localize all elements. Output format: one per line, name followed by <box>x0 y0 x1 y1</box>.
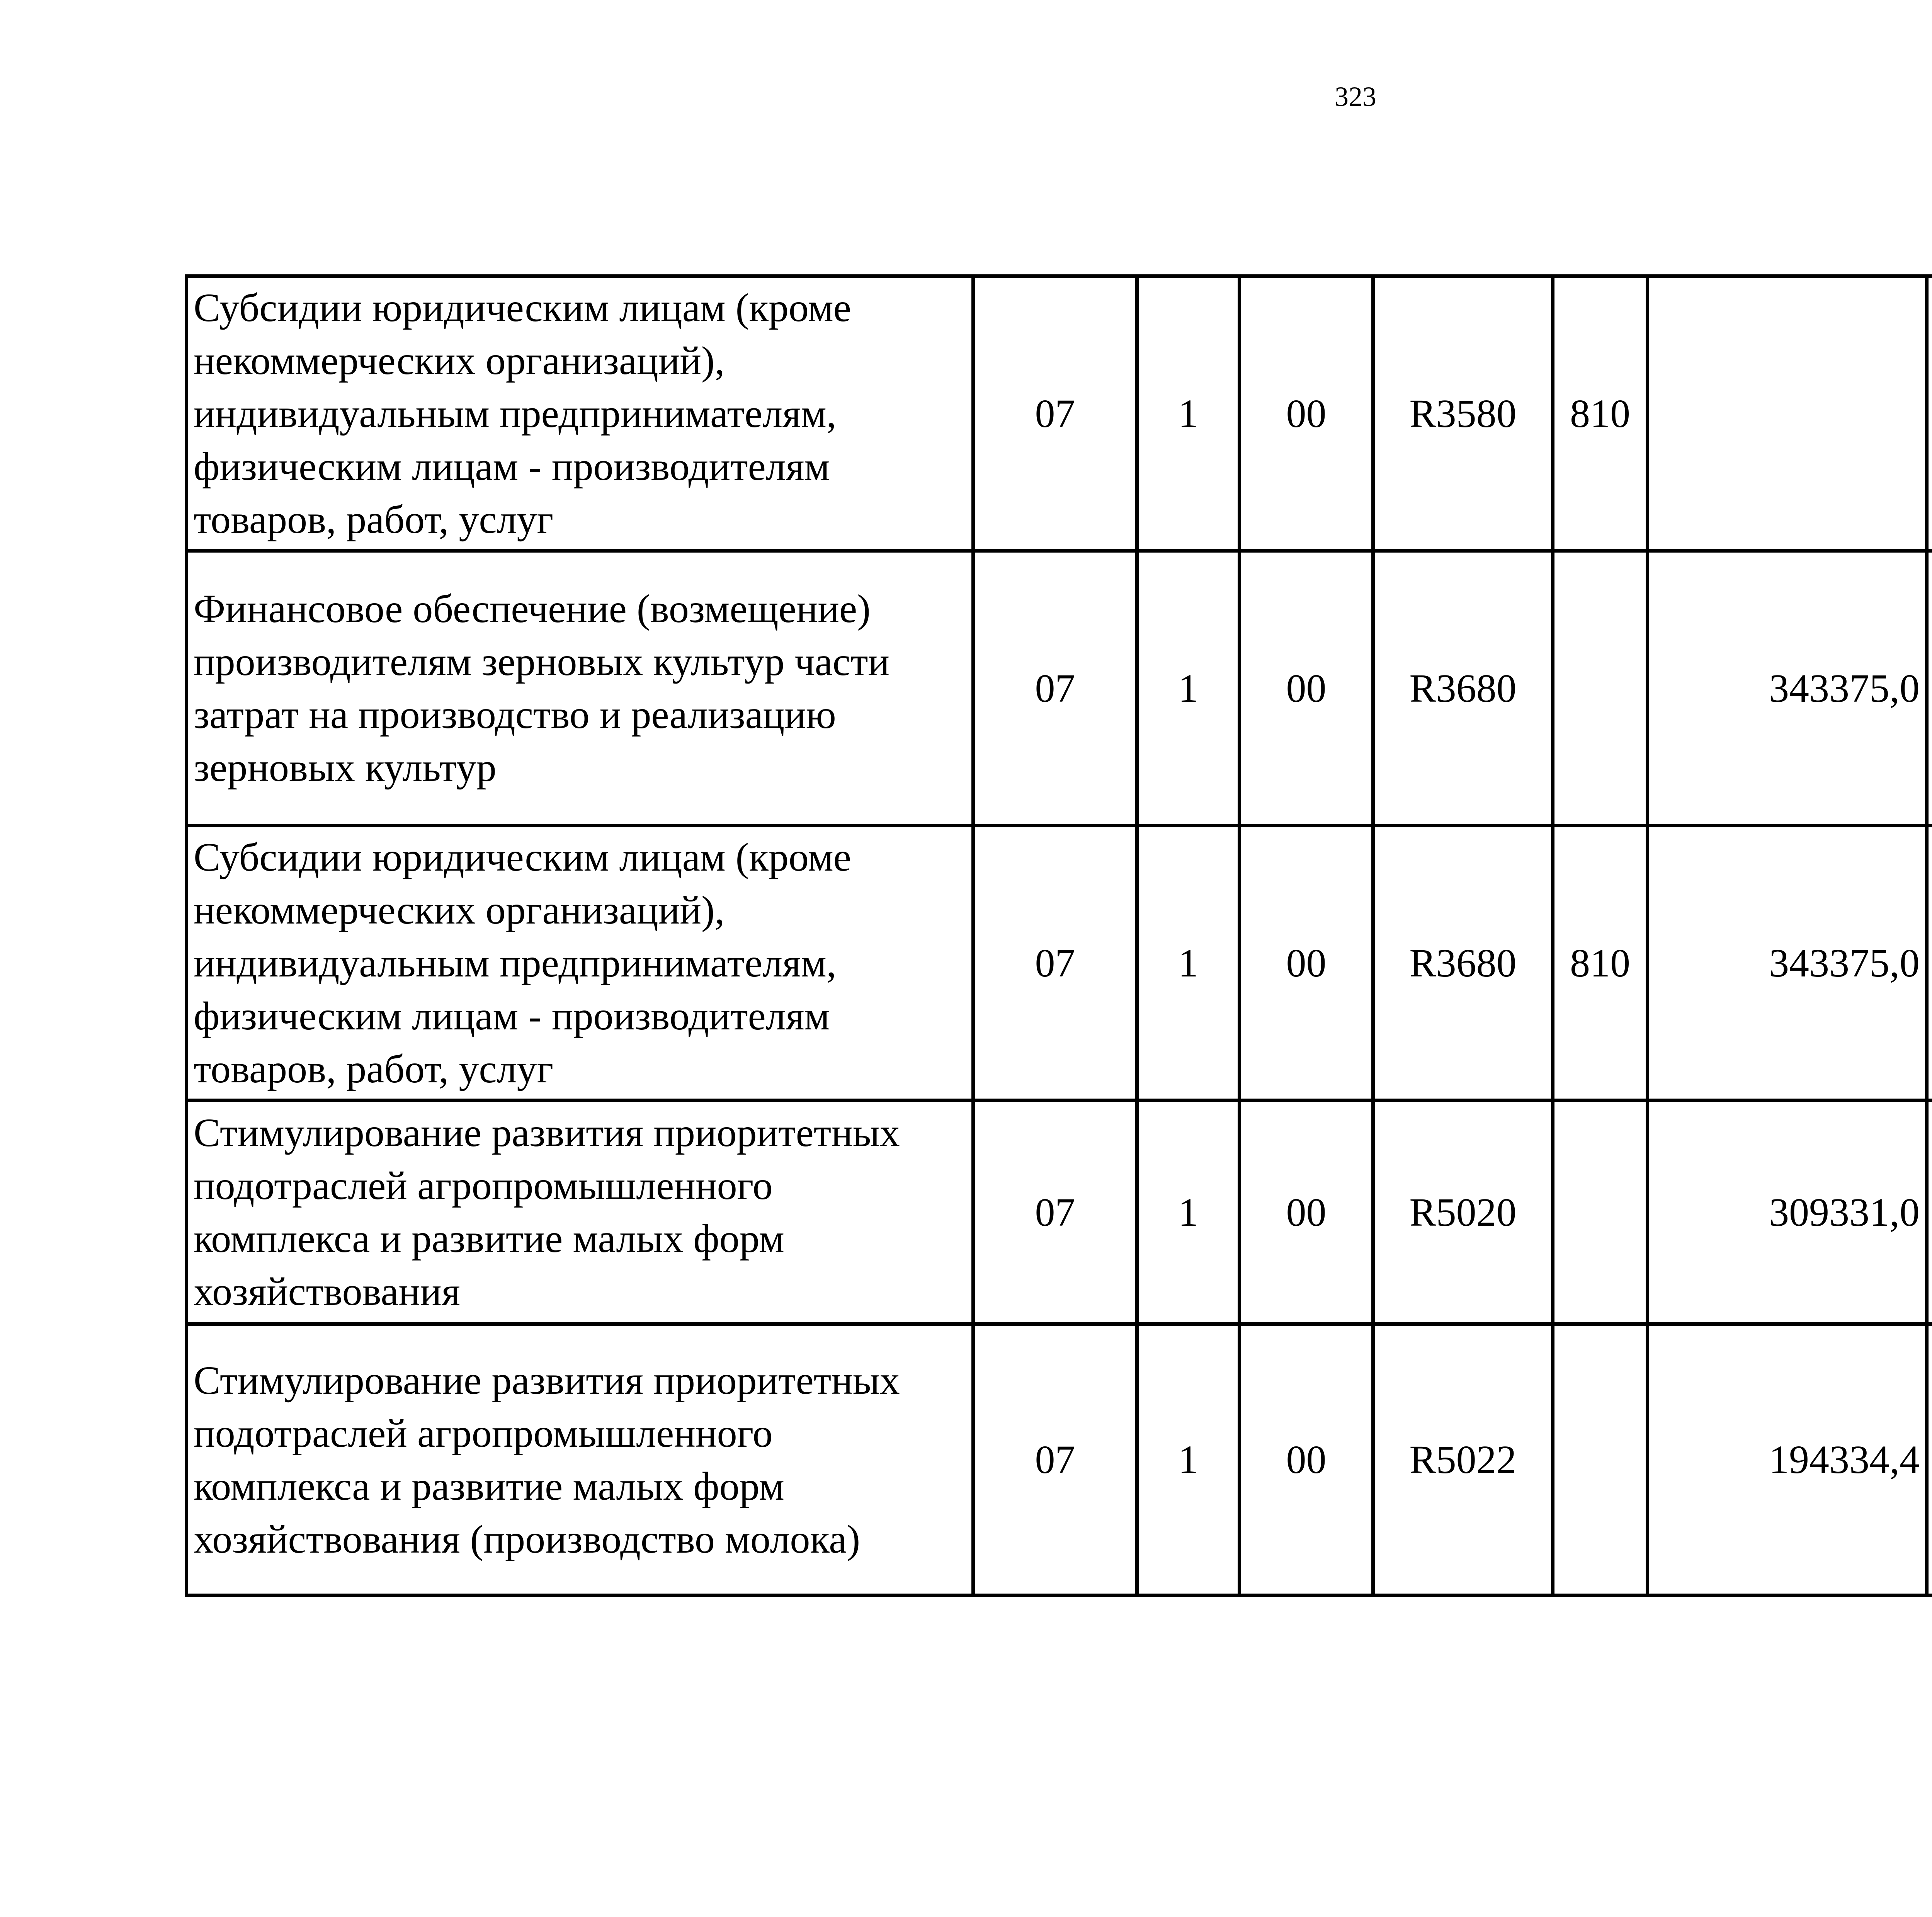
name-line: Субсидии юридическим лицам (кроме <box>194 285 851 330</box>
table-row <box>187 826 1932 1101</box>
row-name-cell <box>187 551 973 826</box>
table-row <box>187 1101 1932 1324</box>
row-name-cell <box>187 276 973 551</box>
section-code-cell: 07 <box>973 1101 1137 1324</box>
amount-cell-2 <box>1927 551 1932 826</box>
name-line: зерновых культур <box>194 745 497 790</box>
direction-code-cell: R5022 <box>1373 1324 1553 1596</box>
section-code-cell: 07 <box>973 1324 1137 1596</box>
section-code-cell: 07 <box>973 551 1137 826</box>
direction-code-cell: R3580 <box>1373 276 1553 551</box>
direction-code-cell: R3680 <box>1373 551 1553 826</box>
direction-code-cell: R5020 <box>1373 1101 1553 1324</box>
section-code-cell: 07 <box>973 276 1137 551</box>
subprogram-code-cell: 00 <box>1240 551 1373 826</box>
page-number: 323 <box>1335 81 1376 112</box>
amount-cell-2 <box>1927 276 1932 551</box>
expense-type-cell <box>1553 551 1648 826</box>
row-name-cell <box>187 826 973 1101</box>
table-row <box>187 551 1932 826</box>
amount-cell-1: 343375,0 <box>1648 826 1927 1101</box>
amount-cell-2 <box>1927 826 1932 1101</box>
name-line: производителям зерновых культур части <box>194 640 890 684</box>
name-line: комплекса и развитие малых форм <box>194 1464 784 1509</box>
name-line: Стимулирование развития приоритетных <box>194 1111 900 1155</box>
name-line: Стимулирование развития приоритетных <box>194 1358 900 1403</box>
section-code-cell: 07 <box>973 826 1137 1101</box>
table-row <box>187 1324 1932 1596</box>
amount-cell-1 <box>1648 276 1927 551</box>
name-line: физическим лицам - производителям <box>194 993 830 1038</box>
subprogram-code-cell: 00 <box>1240 276 1373 551</box>
name-line: Финансовое обеспечение (возмещение) <box>194 587 871 631</box>
name-line: подотраслей агропромышленного <box>194 1411 773 1456</box>
amount-cell-1: 343375,0 <box>1648 551 1927 826</box>
name-line: Субсидии юридическим лицам (кроме <box>194 835 851 879</box>
name-line: затрат на производство и реализацию <box>194 692 836 737</box>
budget-table <box>185 274 1932 1597</box>
expense-type-cell <box>1553 1324 1648 1596</box>
name-line: подотраслей агропромышленного <box>194 1163 773 1208</box>
program-code-cell: 1 <box>1137 551 1240 826</box>
program-code-cell: 1 <box>1137 1101 1240 1324</box>
amount-cell-1: 194334,4 <box>1648 1324 1927 1596</box>
program-code-cell: 1 <box>1137 1324 1240 1596</box>
name-line: хозяйствования <box>194 1269 460 1314</box>
name-line: хозяйствования (производство молока) <box>194 1517 861 1561</box>
row-name-cell <box>187 1101 973 1324</box>
row-name-cell <box>187 1324 973 1596</box>
program-code-cell: 1 <box>1137 826 1240 1101</box>
subprogram-code-cell: 00 <box>1240 1324 1373 1596</box>
table-row <box>187 276 1932 551</box>
name-line: комплекса и развитие малых форм <box>194 1216 784 1261</box>
expense-type-cell: 810 <box>1553 826 1648 1101</box>
name-line: индивидуальным предпринимателям, <box>194 391 837 436</box>
subprogram-code-cell: 00 <box>1240 1101 1373 1324</box>
name-line: товаров, работ, услуг <box>194 1046 554 1091</box>
amount-cell-2 <box>1927 1101 1932 1324</box>
name-line: некоммерческих организаций), <box>194 338 725 383</box>
amount-cell-2 <box>1927 1324 1932 1596</box>
program-code-cell: 1 <box>1137 276 1240 551</box>
expense-type-cell <box>1553 1101 1648 1324</box>
direction-code-cell: R3680 <box>1373 826 1553 1101</box>
subprogram-code-cell: 00 <box>1240 826 1373 1101</box>
name-line: некоммерческих организаций), <box>194 888 725 932</box>
expense-type-cell: 810 <box>1553 276 1648 551</box>
name-line: товаров, работ, услуг <box>194 497 554 542</box>
name-line: индивидуальным предпринимателям, <box>194 941 837 985</box>
amount-cell-1: 309331,0 <box>1648 1101 1927 1324</box>
name-line: физическим лицам - производителям <box>194 444 830 489</box>
